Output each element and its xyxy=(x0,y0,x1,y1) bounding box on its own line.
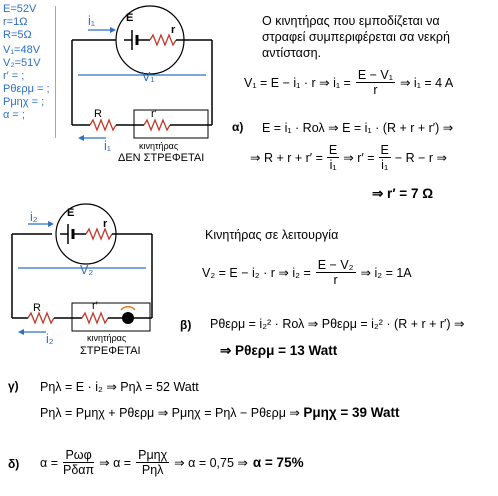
circuit-2-status: ΣΤΡΕΦΕΤΑΙ xyxy=(80,345,141,357)
part-a-fraction-2 xyxy=(379,143,391,172)
intro-line-2: στραφεί συμπεριφέρεται σα νεκρή xyxy=(262,30,450,44)
given-pthermo: Pθερμ = ; xyxy=(3,83,50,95)
part-a-result: ⇒ r′ = 7 Ω xyxy=(372,186,434,201)
circuit-1-rp: r′ xyxy=(151,108,157,120)
eq2-num: E − V₂ xyxy=(317,258,354,272)
part-c-line-2 xyxy=(40,405,400,420)
circuit-1-current: i₁ xyxy=(88,14,95,28)
given-alpha: α = ; xyxy=(3,109,25,121)
circuit-1-internal-r: r xyxy=(171,24,176,36)
circuit-2-voltage: V₂ xyxy=(80,263,94,277)
eq2-lhs: V₂ = E − i₂ · r ⇒ i₂ = xyxy=(202,266,311,280)
part-b-label: β) xyxy=(180,318,192,332)
part-d-f1-num: Pωφ xyxy=(65,448,92,462)
circuit-2-emf: E xyxy=(67,207,75,219)
part-a-f2-num: E xyxy=(380,143,389,157)
part-d-fraction-1 xyxy=(63,448,94,477)
part-a-line-2-a: ⇒ R + r + r′ = xyxy=(250,151,323,165)
eq1-rhs: ⇒ i₁ = 4 A xyxy=(399,76,454,90)
circuit-2-internal-r: r xyxy=(103,218,108,230)
eq2-fraction xyxy=(316,258,356,287)
part-d-label: δ) xyxy=(8,457,20,471)
part-a-fraction-1 xyxy=(327,143,339,172)
part-a-line-2-b: ⇒ r′ = xyxy=(343,151,375,165)
part-c-result: Pμηχ = 39 Watt xyxy=(303,405,400,420)
given-v1: V₁=48V xyxy=(3,44,41,56)
eq1-den: r xyxy=(373,83,378,97)
equation-i1 xyxy=(244,68,453,97)
given-pmech: Pμηχ = ; xyxy=(3,96,45,108)
part-a-line-1: E = i₁ · Rολ ⇒ E = i₁ · (R + r + r′) ⇒ xyxy=(262,121,454,135)
given-rp: r′ = ; xyxy=(3,70,25,82)
part-d-f1-den: Pδαπ xyxy=(63,463,95,477)
part-a-line-2 xyxy=(250,143,447,172)
part-a-f1-den: i₁ xyxy=(329,158,337,172)
part-c-line-2-text: Pηλ = Pμηχ + Pθερμ ⇒ Pμηχ = Pηλ − Pθερμ ⇒ xyxy=(40,406,300,420)
circuit-1-status: ΔΕΝ ΣΤΡΕΦΕΤΑΙ xyxy=(118,152,205,164)
intro-text xyxy=(262,13,450,61)
circuit-1-R: R xyxy=(94,108,102,120)
operating-title: Κινητήρας σε λειτουργία xyxy=(205,228,339,242)
given-r: r=1Ω xyxy=(3,16,28,28)
intro-line-3: αντίσταση. xyxy=(262,46,322,60)
eq2-den: r xyxy=(333,273,338,287)
part-a-f1-num: E xyxy=(328,143,338,157)
eq2-rhs: ⇒ i₂ = 1A xyxy=(360,266,412,280)
part-b-result: ⇒ Pθερμ = 13 Watt xyxy=(220,343,338,358)
given-v2: V₂=51V xyxy=(3,57,41,69)
part-a-label: α) xyxy=(232,120,244,134)
given-list xyxy=(3,3,50,122)
circuit-2-motor-label: κινητήρας xyxy=(87,333,127,343)
eq1-lhs: V₁ = E − i₁ · r ⇒ i₁ = xyxy=(244,76,351,90)
circuit-1-emf: E xyxy=(126,12,134,24)
circuit-2-current-bottom: i₂ xyxy=(46,332,54,346)
part-d-a3: ⇒ α = 0,75 ⇒ xyxy=(174,456,248,470)
part-d-f2-den: Pηλ xyxy=(141,463,164,477)
given-divider xyxy=(55,6,56,138)
part-d-result: α = 75% xyxy=(252,455,304,470)
circuit-2-rp: r′ xyxy=(92,300,98,312)
circuit-1-motor-label: κινητήρας xyxy=(139,141,179,151)
circuit-1-voltage: V₁ xyxy=(142,70,155,84)
eq1-fraction xyxy=(356,68,395,97)
part-d-f2-num: Pμηχ xyxy=(138,448,168,462)
part-d-line xyxy=(40,448,304,477)
circuit-2 xyxy=(0,200,170,360)
part-b-line-1: Pθερμ = i₂² · Rολ ⇒ Pθερμ = i₂² · (R + r + r′) ⇒ xyxy=(210,317,465,331)
part-d-fraction-2 xyxy=(136,448,169,477)
given-R: R=5Ω xyxy=(3,29,32,41)
part-a-line-2-c: − R − r ⇒ xyxy=(394,151,447,165)
part-d-a1: α = xyxy=(40,455,58,470)
given-emf: E=52V xyxy=(3,3,37,15)
intro-line-1: Ο κινητήρας που εμποδίζεται να xyxy=(262,14,440,28)
circuit-2-current: i₂ xyxy=(30,210,38,224)
circuit-1-current-bottom: i₁ xyxy=(104,139,111,153)
circuit-2-R: R xyxy=(33,302,41,314)
part-a-f2-den: i₁ xyxy=(381,158,389,172)
part-d-a2: ⇒ α = xyxy=(99,456,132,470)
part-c-line-1: Pηλ = E · i₂ ⇒ Pηλ = 52 Watt xyxy=(40,380,199,394)
eq1-num: E − V₁ xyxy=(357,68,393,82)
equation-i2 xyxy=(202,258,412,287)
part-c-label: γ) xyxy=(8,379,19,393)
